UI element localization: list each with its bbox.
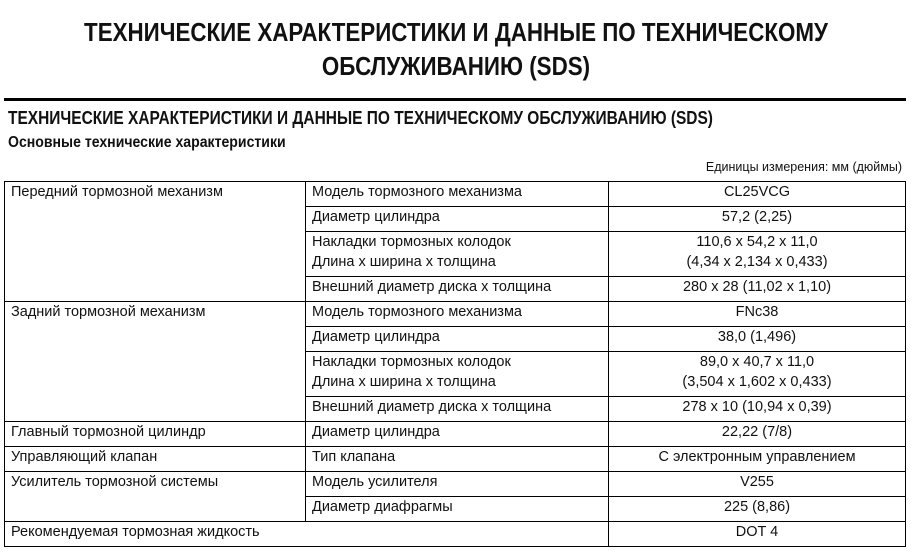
value-cell	[609, 207, 906, 232]
booster-label: Усилитель тормозной системы	[5, 472, 306, 522]
param-cell	[306, 302, 609, 327]
value-text: 38,0 (1,496)	[717, 329, 797, 345]
table-row	[5, 422, 906, 447]
param-text: Модель тормозного механизма	[312, 184, 522, 200]
table-row	[5, 472, 906, 497]
value-cell	[609, 302, 906, 327]
param-text: Диаметр цилиндра	[312, 209, 440, 225]
brake-fluid-label: Рекомендуемая тормозная жидкость	[5, 522, 609, 547]
param-text: Модель тормозного механизма	[312, 304, 522, 320]
main-title-line-1: ТЕХНИЧЕСКИЕ ХАРАКТЕРИСТИКИ И ДАННЫЕ ПО ТЕХНИЧЕСКОМУ	[84, 17, 828, 47]
value-text: 278 х 10 (10,94 х 0,39)	[682, 399, 832, 415]
table-row	[5, 182, 906, 207]
section-divider	[4, 98, 906, 101]
value-cell	[609, 182, 906, 207]
param-cell	[306, 277, 609, 302]
value-text: CL25VCG	[723, 184, 791, 200]
value-text: (3,504 х 1,602 х 0,433)	[682, 374, 832, 390]
param-text: Накладки тормозных колодок	[312, 354, 511, 370]
value-cell: V255	[609, 472, 906, 497]
value-cell	[609, 277, 906, 302]
table-row	[5, 447, 906, 472]
units-note: Единицы измерения: мм (дюймы)	[705, 160, 902, 174]
value-cell: 225 (8,86)	[609, 497, 906, 522]
param-text: Внешний диаметр диска х толщина	[312, 399, 552, 415]
value-text: 280 х 28 (11,02 х 1,10)	[682, 279, 832, 295]
control-valve-label: Управляющий клапан	[5, 447, 306, 472]
param-cell	[306, 182, 609, 207]
value-cell: DOT 4	[609, 522, 906, 547]
value-cell: С электронным управлением	[609, 447, 906, 472]
subsection-title: Основные технические характеристики	[8, 134, 286, 151]
rear-brake-label: Задний тормозной механизм	[5, 302, 306, 422]
param-cell	[306, 207, 609, 232]
value-cell	[609, 327, 906, 352]
value-text: FNc38	[735, 304, 779, 320]
param-cell: Диаметр цилиндра	[306, 422, 609, 447]
value-text: (4,34 х 2,134 х 0,433)	[686, 254, 828, 270]
section-title: ТЕХНИЧЕСКИЕ ХАРАКТЕРИСТИКИ И ДАННЫЕ ПО ТЕХНИЧЕСКОМУ ОБСЛУЖИВАНИЮ (SDS)	[8, 108, 713, 128]
value-text: 57,2 (2,25)	[721, 209, 793, 225]
param-cell: Модель усилителя	[306, 472, 609, 497]
param-cell	[306, 397, 609, 422]
table-row	[5, 302, 906, 327]
param-text: Диаметр цилиндра	[312, 329, 440, 345]
value-cell	[609, 397, 906, 422]
param-text: Накладки тормозных колодок	[312, 234, 511, 250]
param-cell	[306, 352, 609, 397]
main-title	[64, 15, 848, 83]
master-cylinder-label: Главный тормозной цилиндр	[5, 422, 306, 447]
front-brake-label: Передний тормозной механизм	[5, 182, 306, 302]
main-title-line-2: ОБСЛУЖИВАНИЮ (SDS)	[321, 51, 591, 81]
param-cell: Диаметр диафрагмы	[306, 497, 609, 522]
value-text: 89,0 х 40,7 х 11,0	[699, 354, 815, 370]
param-cell: Тип клапана	[306, 447, 609, 472]
value-text: 110,6 х 54,2 х 11,0	[696, 234, 818, 250]
value-cell: 22,22 (7/8)	[609, 422, 906, 447]
value-cell	[609, 352, 906, 397]
param-text: Внешний диаметр диска х толщина	[312, 279, 552, 295]
param-cell	[306, 232, 609, 277]
table-row	[5, 522, 906, 547]
value-cell	[609, 232, 906, 277]
spec-table	[4, 181, 906, 547]
param-cell	[306, 327, 609, 352]
param-text: Длина х ширина х толщина	[312, 254, 496, 270]
param-text: Длина х ширина х толщина	[312, 374, 496, 390]
